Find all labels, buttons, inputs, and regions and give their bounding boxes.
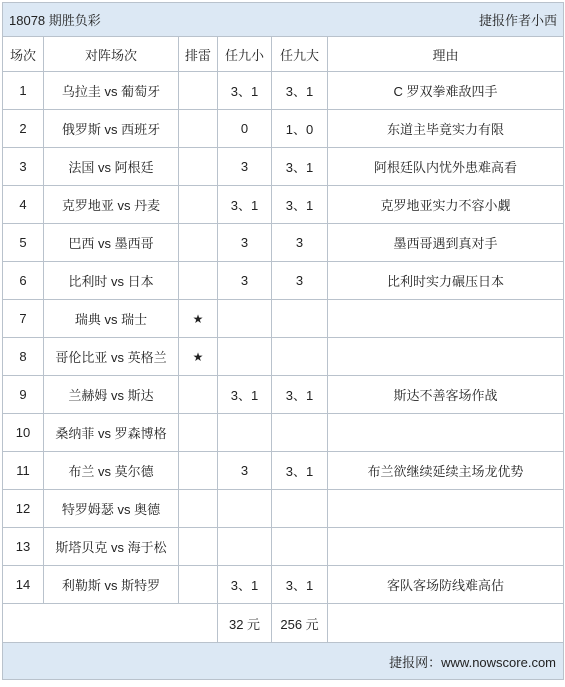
mine-cell: [179, 528, 218, 566]
match-cell: 克罗地亚 vs 丹麦: [44, 186, 179, 224]
reason-cell: 墨西哥遇到真对手: [328, 224, 564, 262]
reason-cell: 比利时实力碾压日本: [328, 262, 564, 300]
reason-cell: [328, 338, 564, 376]
table-row: [3, 72, 564, 110]
match-cell: 俄罗斯 vs 西班牙: [44, 110, 179, 148]
table-row: [3, 452, 564, 490]
mine-cell: [179, 490, 218, 528]
pick-big-cell: 3、1: [272, 186, 328, 224]
match-cell: 利勒斯 vs 斯特罗: [44, 566, 179, 604]
pick-small-cell: 3: [218, 224, 272, 262]
pick-small-cell: 0: [218, 110, 272, 148]
mine-cell: [179, 376, 218, 414]
prediction-table: [2, 2, 564, 680]
table-row: [3, 376, 564, 414]
pick-small-cell: 3: [218, 148, 272, 186]
row-number: 6: [3, 262, 44, 300]
reason-cell: 东道主毕竟实力有限: [328, 110, 564, 148]
row-number: 7: [3, 300, 44, 338]
pick-small-cell: [218, 414, 272, 452]
footer-link[interactable]: 捷报网：www.nowscore.com: [3, 643, 564, 680]
mine-cell: [179, 186, 218, 224]
pick-small-cell: 3、1: [218, 186, 272, 224]
reason-cell: 布兰欲继续延续主场龙优势: [328, 452, 564, 490]
pick-small-cell: [218, 300, 272, 338]
pick-small-cell: 3、1: [218, 376, 272, 414]
pick-big-cell: [272, 338, 328, 376]
reason-cell: [328, 300, 564, 338]
pick-big-cell: [272, 414, 328, 452]
match-cell: 法国 vs 阿根廷: [44, 148, 179, 186]
pick-big-cell: 3、1: [272, 72, 328, 110]
match-cell: 特罗姆瑟 vs 奥德: [44, 490, 179, 528]
row-number: 2: [3, 110, 44, 148]
row-number: 5: [3, 224, 44, 262]
pick-big-cell: [272, 528, 328, 566]
pick-big-cell: 3、1: [272, 148, 328, 186]
reason-cell: 客队客场防线难高估: [328, 566, 564, 604]
author-label: 捷报作者小西: [218, 3, 564, 37]
pick-big-cell: 3、1: [272, 566, 328, 604]
column-header-row: [3, 37, 564, 72]
table-row: [3, 224, 564, 262]
match-cell: 乌拉圭 vs 葡萄牙: [44, 72, 179, 110]
pick-big-cell: 3、1: [272, 376, 328, 414]
rows-body: [3, 72, 564, 604]
column-header-small: 任九小: [218, 37, 272, 72]
match-cell: 斯塔贝克 vs 海于松: [44, 528, 179, 566]
reason-cell: [328, 490, 564, 528]
match-cell: 哥伦比亚 vs 英格兰: [44, 338, 179, 376]
totals-blank-right: [328, 604, 564, 643]
pick-small-cell: 3、1: [218, 72, 272, 110]
row-number: 13: [3, 528, 44, 566]
row-number: 9: [3, 376, 44, 414]
match-cell: 兰赫姆 vs 斯达: [44, 376, 179, 414]
column-header-no: 场次: [3, 37, 44, 72]
reason-cell: [328, 528, 564, 566]
total-small: 32 元: [218, 604, 272, 643]
table-row: [3, 490, 564, 528]
row-number: 14: [3, 566, 44, 604]
mine-cell: [179, 262, 218, 300]
pick-small-cell: [218, 338, 272, 376]
pick-small-cell: 3、1: [218, 566, 272, 604]
match-cell: 布兰 vs 莫尔德: [44, 452, 179, 490]
mine-cell: ★: [179, 338, 218, 376]
pick-big-cell: [272, 300, 328, 338]
column-header-mine: 排雷: [179, 37, 218, 72]
table-row: [3, 566, 564, 604]
mine-cell: [179, 224, 218, 262]
table-row: [3, 414, 564, 452]
row-number: 10: [3, 414, 44, 452]
mine-cell: [179, 148, 218, 186]
column-header-match: 对阵场次: [44, 37, 179, 72]
mine-cell: [179, 414, 218, 452]
table-row: [3, 186, 564, 224]
pick-small-cell: [218, 528, 272, 566]
match-cell: 桑纳菲 vs 罗森博格: [44, 414, 179, 452]
match-cell: 比利时 vs 日本: [44, 262, 179, 300]
mine-cell: [179, 110, 218, 148]
mine-cell: [179, 72, 218, 110]
totals-blank: [3, 604, 218, 643]
lottery-sheet: [2, 2, 563, 685]
title-bar: [3, 3, 564, 37]
reason-cell: 斯达不善客场作战: [328, 376, 564, 414]
table-row: [3, 110, 564, 148]
pick-big-cell: 3: [272, 262, 328, 300]
mine-cell: [179, 452, 218, 490]
pick-big-cell: 1、0: [272, 110, 328, 148]
match-cell: 巴西 vs 墨西哥: [44, 224, 179, 262]
pick-big-cell: 3: [272, 224, 328, 262]
pick-small-cell: [218, 490, 272, 528]
reason-cell: C 罗双拳难敌四手: [328, 72, 564, 110]
mine-cell: [179, 566, 218, 604]
reason-cell: 克罗地亚实力不容小觑: [328, 186, 564, 224]
column-header-big: 任九大: [272, 37, 328, 72]
footer-bar: [3, 643, 564, 680]
pick-big-cell: 3、1: [272, 452, 328, 490]
table-row: [3, 148, 564, 186]
table-row: [3, 528, 564, 566]
table-row: [3, 338, 564, 376]
row-number: 1: [3, 72, 44, 110]
reason-cell: 阿根廷队内忧外患难高看: [328, 148, 564, 186]
column-header-reason: 理由: [328, 37, 564, 72]
pick-small-cell: 3: [218, 452, 272, 490]
match-cell: 瑞典 vs 瑞士: [44, 300, 179, 338]
total-big: 256 元: [272, 604, 328, 643]
row-number: 4: [3, 186, 44, 224]
table-row: [3, 262, 564, 300]
issue-title: 18078 期胜负彩: [3, 3, 218, 37]
totals-row: [3, 604, 564, 643]
row-number: 11: [3, 452, 44, 490]
row-number: 12: [3, 490, 44, 528]
pick-small-cell: 3: [218, 262, 272, 300]
row-number: 8: [3, 338, 44, 376]
pick-big-cell: [272, 490, 328, 528]
table-row: [3, 300, 564, 338]
reason-cell: [328, 414, 564, 452]
row-number: 3: [3, 148, 44, 186]
mine-cell: ★: [179, 300, 218, 338]
